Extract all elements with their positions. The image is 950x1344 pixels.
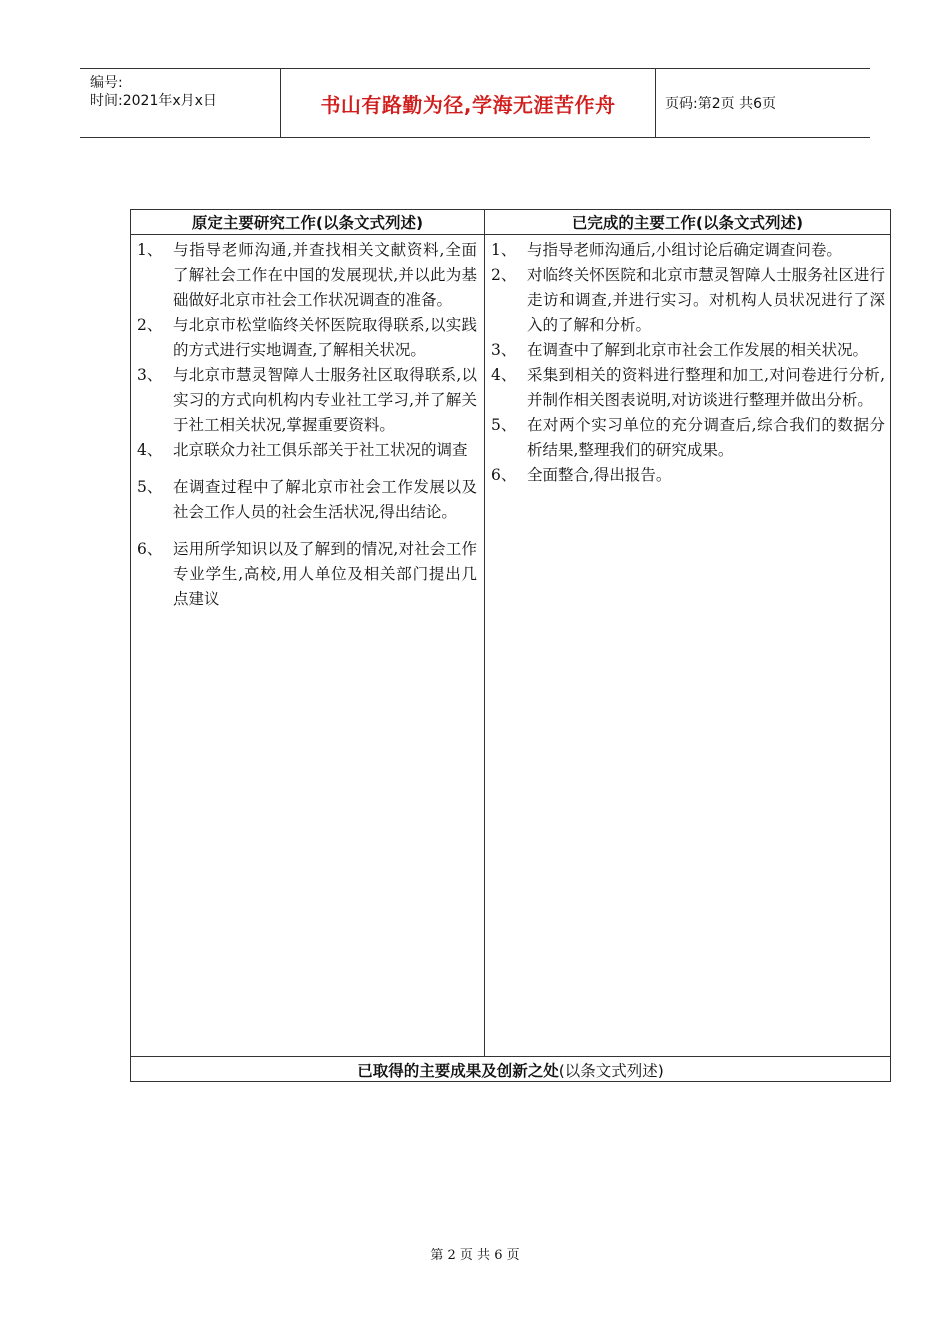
list-item [137,537,477,612]
planned-work-header: 原定主要研究工作(以条文式列述) [191,214,424,232]
item-number: 1、 [491,241,517,259]
completed-work-header: 已完成的主要工作(以条文式列述) [571,214,804,232]
achievements-title: 已取得的主要成果及创新之处 [357,1061,559,1080]
item-text: 在对两个实习单位的充分调查后,综合我们的数据分析结果,整理我们的研究成果。 [527,416,885,459]
item-text: 在调查过程中了解北京市社会工作发展以及社会工作人员的社会生活状况,得出结论。 [173,478,477,521]
item-text: 对临终关怀医院和北京市慧灵智障人士服务社区进行走访和调查,并进行实习。对机构人员状况进行了深入的了解和分析。 [527,266,885,334]
completed-work-list [491,238,885,488]
list-item [137,438,477,463]
list-item [137,238,477,313]
header-motto: 书山有路勤为径,学海无涯苦作舟 [280,69,656,137]
item-number: 6、 [491,466,517,484]
item-text: 全面整合,得出报告。 [527,466,672,484]
page-header [80,68,870,138]
item-number: 1、 [137,241,163,259]
list-item [491,363,885,413]
item-number: 5、 [491,416,517,434]
item-number: 4、 [137,441,163,459]
item-text: 运用所学知识以及了解到的情况,对社会工作专业学生,高校,用人单位及相关部门提出几点建议 [173,540,477,608]
date-label: 时间:2021年x月x日 [90,93,217,109]
item-text: 在调查中了解到北京市社会工作发展的相关状况。 [527,341,869,359]
list-item [491,463,885,488]
item-text: 采集到相关的资料进行整理和加工,对问卷进行分析,并制作相关图表说明,对访谈进行整理并做出分析。 [527,366,885,409]
header-page-info: 页码:第2页 共6页 [665,96,776,112]
header-meta [80,69,280,137]
page-footer: 第 2 页 共 6 页 [430,1248,520,1263]
item-text: 北京联众力社工俱乐部关于社工状况的调查 [173,441,468,459]
list-item [491,263,885,338]
list-item [491,413,885,463]
item-text: 与指导老师沟通后,小组讨论后确定调查问卷。 [527,241,842,259]
list-item [491,338,885,363]
item-number: 2、 [491,266,517,284]
column-divider [484,210,485,1057]
item-number: 5、 [137,478,163,496]
item-text: 与北京市慧灵智障人士服务社区取得联系,以实习的方式向机构内专业社工学习,并了解关于社工相关状况,掌握重要资料。 [173,366,477,434]
item-number: 3、 [137,366,163,384]
list-item [491,238,885,263]
list-item [137,475,477,525]
serial-label: 编号: [90,75,123,91]
item-number: 2、 [137,316,163,334]
item-number: 6、 [137,540,163,558]
achievements-header [131,1057,890,1082]
item-text: 与指导老师沟通,并查找相关文献资料,全面了解社会工作在中国的发展现状,并以此为基础做好北京市社会工作状况调查的准备。 [173,241,477,309]
achievements-note: (以条文式列述) [558,1061,664,1080]
item-text: 与北京市松堂临终关怀医院取得联系,以实践的方式进行实地调查,了解相关状况。 [173,316,477,359]
planned-work-list [137,238,477,612]
item-number: 3、 [491,341,517,359]
item-number: 4、 [491,366,517,384]
list-item [137,363,477,438]
work-progress-table [130,209,891,1082]
list-item [137,313,477,363]
header-row-divider [131,234,890,235]
